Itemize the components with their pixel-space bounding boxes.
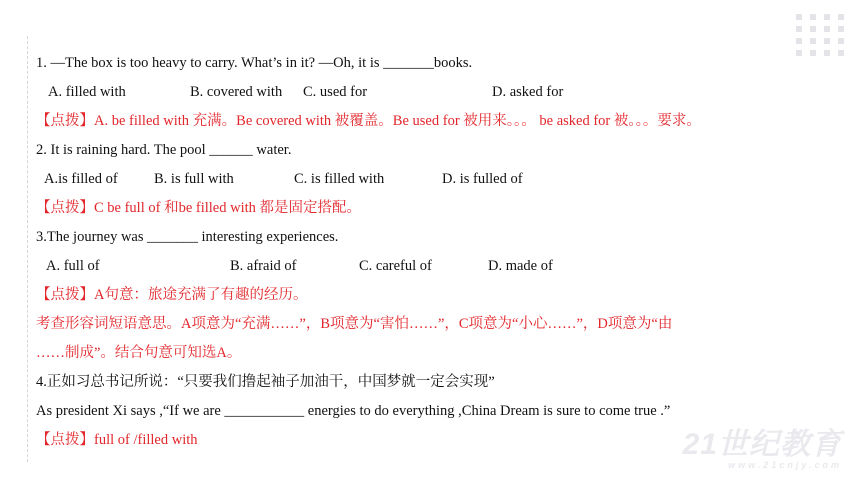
hint-3: 【点拨】A句意：旅途充满了有趣的经历。 [36, 287, 308, 303]
q3-option-b: B. afraid of [230, 258, 297, 274]
watermark-main: 21世纪教育 [682, 428, 842, 461]
q1-option-d: D. asked for [492, 84, 564, 100]
q2-option-c: C. is filled with [294, 171, 385, 187]
question-4-sentence: As president Xi says ,“If we are ___________ energies to do everything ,China Dream is sure to come true .” [36, 403, 671, 419]
hint-4: 【点拨】full of /filled with [36, 432, 198, 448]
q2-option-d: D. is fulled of [442, 171, 523, 187]
watermark-url: www.21cnjy.com [728, 460, 842, 470]
question-3: 3.The journey was _______ interesting experiences. [36, 229, 339, 245]
q2-option-b: B. is full with [154, 171, 234, 187]
dashed-border [27, 36, 28, 462]
question-1: 1. —The box is too heavy to carry. What’s in it? —Oh, it is _______books. [36, 55, 473, 71]
question-1-options [36, 79, 846, 108]
q3-option-a: A. full of [46, 258, 100, 274]
q1-option-a: A. filled with [48, 84, 126, 100]
hint-1: 【点拨】A. be filled with 充满。Be covered with 被覆盖。Be used for 被用来。。。 be asked for 被。。。要求。 [36, 113, 701, 129]
q2-option-a: A.is filled of [44, 171, 118, 187]
question-4: 4.正如习总书记所说：“只要我们撸起袖子加油干，中国梦就一定会实现” [36, 374, 495, 390]
question-2-options [36, 166, 846, 195]
question-3-options [36, 253, 846, 282]
q1-option-b: B. covered with [190, 84, 283, 100]
q1-option-c: C. used for [303, 84, 368, 100]
explanation-3-line-1: 考查形容词短语意思。A项意为“充满……”，B项意为“害怕……”，C项意为“小心……”，D项意为“由 [36, 316, 673, 332]
watermark-logo [683, 430, 842, 470]
exercise-content [36, 50, 846, 456]
q3-option-c: C. careful of [359, 258, 432, 274]
question-2: 2. It is raining hard. The pool ______ water. [36, 142, 292, 158]
hint-2: 【点拨】C be full of 和be filled with 都是固定搭配。 [36, 200, 362, 216]
explanation-3-line-2: ……制成”。结合句意可知选A。 [36, 345, 242, 361]
q3-option-d: D. made of [488, 258, 553, 274]
